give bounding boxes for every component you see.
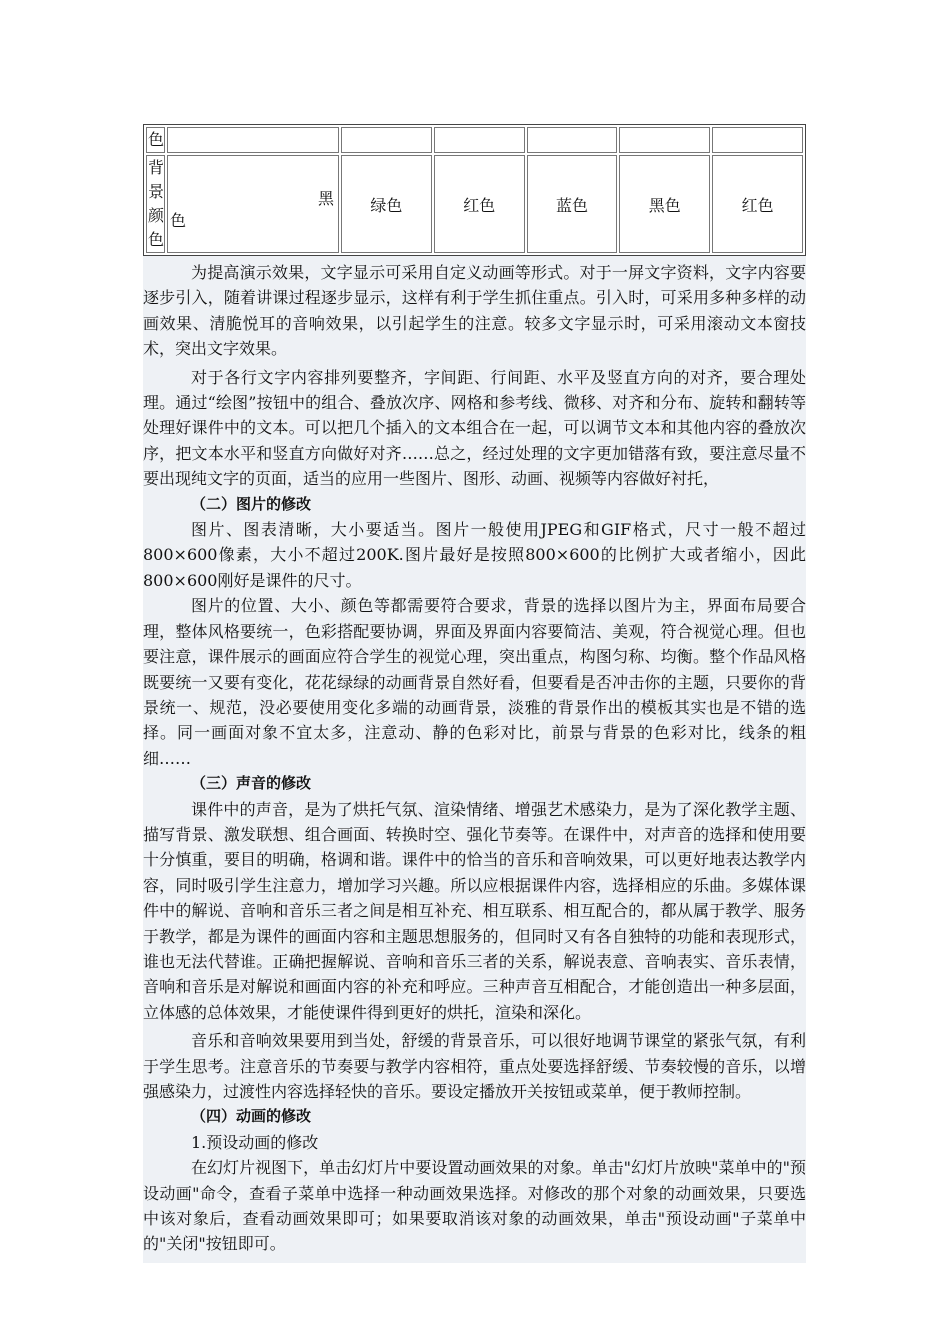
paragraph: 对于各行文字内容排列要整齐，字间距、行间距、水平及竖直方向的对齐，要合理处理。通过“绘图”按钮中的组合、叠放次序、网格和参考线、微移、对齐和分布、旋转和翻转等处理好课件中的文本。可以把几个插入的文本组合在一起，可以调节文本和其他内容的叠放次序，把文本水平和竖直方向做好对齐……总之，经过处理的文字更加错落有致，要注意尽量不要出现纯文字的页面，适当的应用一些图片、图形、动画、视频等内容做好衬托， — [143, 367, 806, 489]
table-row — [146, 155, 803, 253]
table-cell — [434, 127, 525, 153]
section-heading: （二）图片的修改 — [191, 494, 312, 513]
table-cell — [712, 127, 803, 153]
row-label-char: 景 — [148, 182, 165, 201]
table-cell — [341, 127, 432, 153]
table-cell: 黑色 — [619, 155, 710, 253]
color-table — [143, 124, 806, 256]
section-heading: （四）动画的修改 — [191, 1107, 312, 1126]
paragraph: 图片、图表清晰，大小要适当。图片一般使用JPEG和GIF格式，尺寸一般不超过800×600像素，大小不超过200K.图片最好是按照800×600的比例扩大或者缩小，因此800×600刚好是课件的尺寸。 — [143, 520, 806, 590]
row-label-char: 色 — [148, 230, 165, 249]
cell-text: 色 — [170, 211, 187, 230]
table-cell — [167, 127, 339, 153]
paragraph: 在幻灯片视图下，单击幻灯片中要设置动画效果的对象。单击"幻灯片放映"菜单中的"预设动画"命令，查看子菜单中选择一种动画效果选择。对修改的那个对象的动画效果，只要选中该对象后，查看动画效果即可；如果要取消该对象的动画效果，单击"预设动画"子菜单中的"关闭"按钮即可。 — [143, 1158, 806, 1254]
table-cell: 红色 — [712, 155, 803, 253]
paragraph: 为提高演示效果，文字显示可采用自定义动画等形式。对于一屏文字资料，文字内容要逐步引入，随着讲课过程逐步显示，这样有利于学生抓住重点。引入时，可采用多种多样的动画效果、清脆悦耳的音响效果，以引起学生的注意。较多文字显示时，可采用滚动文本窗技术，突出文字效果。 — [143, 263, 806, 359]
subheading: 1.预设动画的修改 — [191, 1132, 319, 1152]
cell-text: 黑 — [318, 189, 335, 208]
paragraph: 音乐和音响效果要用到当处，舒缓的背景音乐，可以很好地调节课堂的紧张气氛，有利于学生思考。注意音乐的节奏要与教学内容相符，重点处要选择舒缓、节奏较慢的音乐，以增强感染力，过渡性内容选择轻快的音乐。要设定播放开关按钮或菜单，便于教师控制。 — [143, 1031, 806, 1101]
paragraph: 课件中的声音，是为了烘托气氛、渲染情绪、增强艺术感染力，是为了深化教学主题、描写背景、激发联想、组合画面、转换时空、强化节奏等。在课件中，对声音的选择和使用要十分慎重，要目的明确，格调和谐。课件中的恰当的音乐和音响效果，可以更好地表达教学内容，同时吸引学生注意力，增加学习兴趣。所以应根据课件内容，选择相应的乐曲。多媒体课件中的解说、音响和音乐三者之间是相互补充、相互联系、相互配合的，都从属于教学、服务于教学，都是为课件的画面内容和主题思想服务的，但同时又有各自独特的功能和表现形式，谁也无法代替谁。正确把握解说、音响和音乐三者的关系，解说表意、音响表实、音乐表情，音响和音乐是对解说和画面内容的补充和呼应。三种声音互相配合，才能创造出一种多层面，立体感的总体效果，才能使课件得到更好的烘托，渲染和深化。 — [143, 799, 806, 1022]
table-cell: 色 — [146, 127, 165, 153]
row-label-char: 颜 — [148, 206, 165, 225]
row-label-char: 背 — [148, 158, 165, 177]
table-cell: 红色 — [434, 155, 525, 253]
section-heading: （三）声音的修改 — [191, 774, 312, 793]
table-cell — [619, 127, 710, 153]
table-cell — [527, 127, 618, 153]
table-cell: 绿色 — [341, 155, 432, 253]
table-cell: 蓝色 — [527, 155, 618, 253]
body-text — [143, 256, 806, 1263]
document-body — [143, 124, 806, 1263]
table-cell — [167, 155, 339, 253]
paragraph: 图片的位置、大小、颜色等都需要符合要求，背景的选择以图片为主，界面布局要合理，整体风格要统一，色彩搭配要协调，界面及界面内容要简洁、美观，符合视觉心理。但也要注意，课件展示的画面应符合学生的视觉心理，突出重点，构图匀称、均衡。整个作品风格既要统一又要有变化，花花绿绿的动画背景自然好看，但要看是否冲击你的主题，只要你的背景统一、规范，没必要使用变化多端的动画背景，淡雅的背景作出的模板其实也是不错的选择。同一画面对象不宜太多，注意动、静的色彩对比，前景与背景的色彩对比，线条的粗细…… — [143, 596, 806, 768]
row-label-cell — [146, 155, 165, 253]
table-row — [146, 127, 803, 153]
